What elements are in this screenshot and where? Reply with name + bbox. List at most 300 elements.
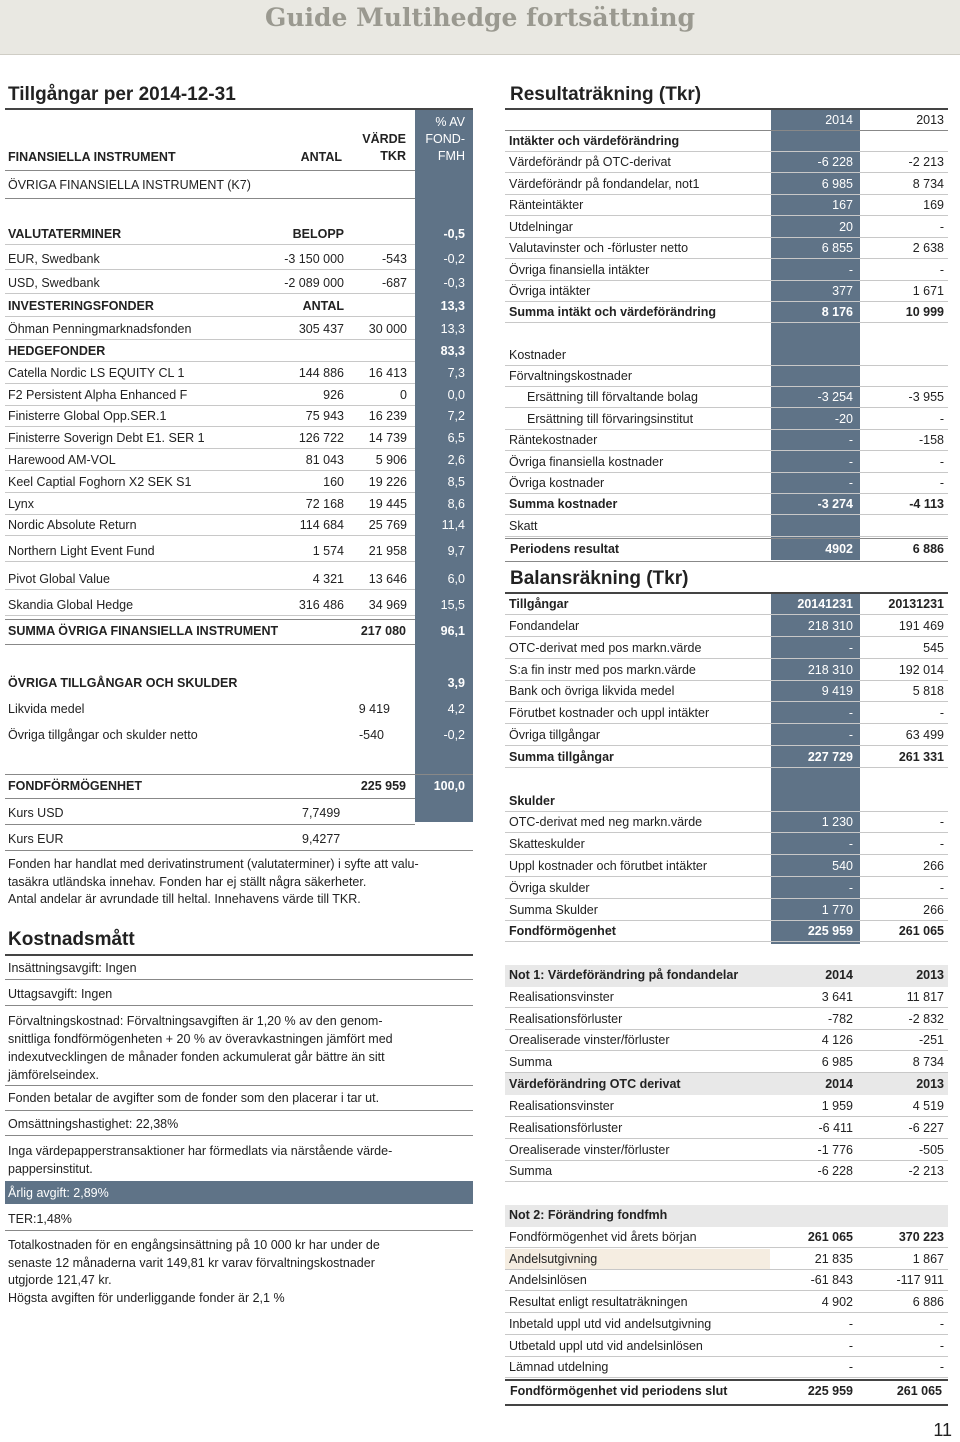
row-value-2013: 11 817 — [906, 990, 944, 1004]
row-value-2014: - — [848, 1360, 853, 1374]
row-value-2014: 8 176 — [821, 305, 853, 319]
holding-antal: BELOPP — [292, 227, 344, 241]
row-value-2013: 266 — [923, 903, 944, 917]
row-value-2014: - — [848, 837, 853, 851]
row-rule — [505, 172, 948, 173]
row-value-2013: 266 — [923, 859, 944, 873]
rr-year-2014: 2014 — [825, 113, 853, 127]
pct-header-line: FOND- — [425, 132, 465, 146]
row-label: Förutbet kostnader och uppl intäkter — [509, 706, 710, 720]
holding-value: 21 958 — [368, 544, 407, 558]
holdings-title-rule — [5, 108, 473, 110]
uttagsavgift: Uttagsavgift: Ingen — [8, 987, 113, 1001]
row-value-2013: -4 113 — [909, 497, 944, 511]
row-label: Värdeförändr på OTC-derivat — [509, 155, 671, 169]
holding-antal: 926 — [323, 388, 344, 402]
not1-year-2014: 2014 — [825, 968, 853, 982]
row-label: Summa — [509, 1055, 553, 1069]
row-rule — [505, 832, 948, 833]
row-rule — [505, 920, 948, 921]
row-value-2014: 261 065 — [807, 1230, 853, 1244]
row-value-2013: -2 832 — [908, 1012, 944, 1026]
row-label: Andelsutgivning — [509, 1252, 598, 1266]
holding-value: -687 — [381, 276, 407, 290]
holding-pct: 6,0 — [447, 572, 465, 586]
row-value-2014: -1 776 — [817, 1143, 853, 1157]
row-value-2013: -251 — [918, 1033, 944, 1047]
row-rule — [505, 854, 948, 855]
holdings-title: Tillgångar per 2014-12-31 — [8, 84, 236, 105]
holding-name: Northern Light Event Fund — [8, 544, 155, 558]
arlig-avgift: Årlig avgift: 2,89% — [8, 1186, 109, 1200]
row-value-2014: - — [848, 476, 853, 490]
row-rule — [505, 365, 948, 366]
row-rule — [5, 339, 415, 340]
row-value-2013: 169 — [923, 198, 944, 212]
holding-name: F2 Persistent Alpha Enhanced F — [8, 388, 188, 402]
row-rule — [505, 386, 948, 387]
row-label: Realisationsförluster — [509, 1012, 623, 1026]
row-rule — [505, 407, 948, 408]
rr-rule — [505, 538, 948, 539]
row-rule — [505, 1160, 948, 1161]
holding-pct: 9,7 — [447, 544, 465, 558]
holding-value: 19 445 — [368, 497, 407, 511]
row-value-2014: 6 855 — [821, 241, 853, 255]
periodens-resultat-2014: 4902 — [825, 542, 853, 556]
balansrakning-title: Balansräkning (Tkr) — [510, 568, 689, 589]
row-value-2014: 227 729 — [807, 750, 853, 764]
row-rule — [505, 301, 948, 302]
row-rule — [505, 536, 948, 537]
holding-value: 30 000 — [368, 322, 407, 336]
row-value-2013: 261 331 — [898, 750, 944, 764]
likvida-pct: 4,2 — [447, 702, 465, 716]
row-value-2013: -3 955 — [908, 390, 944, 404]
kurs-usd-value: 7,7499 — [302, 806, 341, 820]
row-rule — [505, 658, 948, 659]
row-label: Summa intäkt och värdeförändring — [509, 305, 716, 319]
row-label: Utbetald uppl utd vid andelsinlösen — [509, 1339, 703, 1353]
antal-column-header: ANTAL — [300, 150, 342, 164]
forv-line: jämförelseindex. — [8, 1068, 100, 1082]
row-label: Övriga tillgångar — [509, 728, 601, 742]
periodens-resultat-label: Periodens resultat — [510, 542, 620, 556]
otc-year-2013: 2013 — [916, 1077, 944, 1091]
holding-antal: 305 437 — [298, 322, 344, 336]
row-rule — [505, 1312, 948, 1313]
row-value-2014: 4 902 — [821, 1295, 853, 1309]
periodens-resultat-2013: 6 886 — [912, 542, 944, 556]
row-label: Summa Skulder — [509, 903, 598, 917]
row-value-2014: - — [848, 641, 853, 655]
row-label: Värdeförändr på fondandelar, not1 — [509, 177, 700, 191]
row-value-2013: - — [939, 881, 944, 895]
row-rule — [505, 258, 948, 259]
value-column-header — [340, 131, 406, 165]
row-rule — [505, 1116, 948, 1117]
row-label: Skulder — [509, 794, 555, 808]
row-label: Räntekostnader — [509, 433, 598, 447]
forvaltningskostnad — [8, 1012, 393, 1084]
row-value-2013: - — [939, 1339, 944, 1353]
row-label: Fondförmögenhet — [509, 924, 616, 938]
rr-year-2013: 2013 — [916, 113, 944, 127]
row-value-2014: - — [848, 1317, 853, 1331]
inga-transaktioner — [8, 1142, 392, 1178]
row-value-2014: - — [848, 455, 853, 469]
rr-rule-bottom — [505, 561, 948, 562]
row-rule — [505, 1029, 948, 1030]
insattningsavgift: Insättningsavgift: Ingen — [8, 961, 137, 975]
value-header-line: TKR — [380, 149, 406, 163]
holding-pct: -0,3 — [443, 276, 465, 290]
holding-value: 16 413 — [368, 366, 407, 380]
holding-pct: 8,6 — [447, 497, 465, 511]
row-label: Uppl kostnader och förutbet intäkter — [509, 859, 708, 873]
holding-antal: 1 574 — [312, 544, 344, 558]
fondformogenhet-label: FONDFÖRMÖGENHET — [8, 779, 143, 793]
row-rule — [505, 151, 948, 152]
instrument-column-header: FINANSIELLA INSTRUMENT — [8, 150, 176, 164]
row-label: Lämnad utdelning — [509, 1360, 609, 1374]
row-rule — [505, 1334, 948, 1335]
forv-line: snittliga fondförmögenheten + 20 % av överavkastningen jämfört med — [8, 1032, 393, 1046]
row-rule — [5, 244, 415, 245]
row-value-2013: 63 499 — [905, 728, 944, 742]
row-rule — [5, 535, 415, 536]
row-label: Fondförmögenhet vid årets början — [509, 1230, 697, 1244]
summa-pct: 96,1 — [440, 624, 465, 638]
row-value-2013: - — [939, 1317, 944, 1331]
kost-rule — [5, 979, 473, 980]
ovriga-tillgangar-pct: 3,9 — [447, 676, 465, 690]
not2-end-rule — [505, 1379, 948, 1381]
rr-header-rule — [505, 130, 948, 131]
kurs-eur-label: Kurs EUR — [8, 832, 64, 846]
row-label: Orealiserade vinster/förluster — [509, 1143, 670, 1157]
row-rule — [505, 614, 948, 615]
holding-antal: -3 150 000 — [284, 252, 344, 266]
ovriga-netto-value: -540 — [358, 728, 384, 742]
row-value-2014: 225 959 — [807, 924, 853, 938]
row-label: Orealiserade vinster/förluster — [509, 1033, 670, 1047]
holding-pct: 11,4 — [441, 518, 465, 532]
row-value-2013: 192 014 — [898, 663, 944, 677]
kost-rule — [5, 1085, 473, 1086]
holding-name: Catella Nordic LS EQUITY CL 1 — [8, 366, 185, 380]
inga-line: Inga värdepapperstransaktioner har förmedlats via närstående värde- — [8, 1144, 393, 1158]
row-value-2013: -505 — [918, 1143, 944, 1157]
row-label: Ersättning till förvaringsinstitut — [527, 412, 694, 426]
row-value-2014: 218 310 — [807, 619, 853, 633]
row-label: Ränteintäkter — [509, 198, 584, 212]
row-rule — [505, 322, 948, 323]
row-value-2014: -782 — [827, 1012, 853, 1026]
row-rule — [505, 1181, 948, 1182]
row-rule — [505, 215, 948, 216]
holding-name: HEDGEFONDER — [8, 344, 106, 358]
pct-header-line: FMH — [437, 149, 465, 163]
row-label: Summa kostnader — [509, 497, 618, 511]
row-value-2013: -6 227 — [908, 1121, 944, 1135]
derivative-note — [8, 856, 419, 909]
holding-value: 19 226 — [368, 475, 407, 489]
row-rule — [505, 1247, 948, 1248]
row-label: Utdelningar — [509, 220, 573, 234]
row-value-2014: -6 411 — [818, 1121, 853, 1135]
row-rule — [5, 615, 415, 616]
row-value-2013: 8 734 — [912, 177, 944, 191]
row-rule — [505, 745, 948, 746]
holding-name: Öhman Penningmarknadsfonden — [8, 322, 192, 336]
row-label: Realisationsförluster — [509, 1121, 623, 1135]
kost-rule — [5, 1230, 473, 1231]
row-rule — [505, 450, 948, 451]
holding-antal: 160 — [323, 475, 344, 489]
row-label: Realisationsvinster — [509, 990, 614, 1004]
row-value-2013: -2 213 — [908, 155, 944, 169]
row-rule — [505, 1050, 948, 1051]
row-rule — [5, 589, 415, 590]
row-rule — [5, 561, 415, 562]
holding-antal: 316 486 — [298, 598, 344, 612]
value-header-line: VÄRDE — [362, 132, 406, 146]
row-rule — [5, 316, 415, 317]
row-value-2013: - — [939, 837, 944, 851]
row-label: Ersättning till förvaltande bolag — [527, 390, 698, 404]
holding-name: Finisterre Global Opp.SER.1 — [8, 409, 167, 423]
row-value-2014: - — [848, 728, 853, 742]
row-value-2013: - — [939, 1360, 944, 1374]
row-value-2013: 1 671 — [912, 284, 944, 298]
totalkostnad — [8, 1237, 380, 1307]
kost-rule — [5, 1135, 473, 1136]
page-number: 11 — [933, 1420, 952, 1440]
holding-antal: 72 168 — [305, 497, 344, 511]
not1-year-2013: 2013 — [916, 968, 944, 982]
holding-name: Keel Captial Foghorn X2 SEK S1 — [8, 475, 192, 489]
k7-rule — [5, 198, 415, 199]
row-value-2013: 370 223 — [898, 1230, 944, 1244]
row-value-2013: - — [939, 815, 944, 829]
row-value-2014: -6 228 — [817, 155, 853, 169]
row-rule — [505, 493, 948, 494]
holding-name: VALUTATERMINER — [8, 227, 122, 241]
holding-pct: 7,3 — [447, 366, 465, 380]
row-value-2013: - — [939, 476, 944, 490]
holding-name: Pivot Global Value — [8, 572, 110, 586]
row-value-2013: 4 519 — [912, 1099, 944, 1113]
kost-rule — [5, 1005, 473, 1006]
row-label: Fondandelar — [509, 619, 580, 633]
not2-title: Not 2: Förändring fondfmh — [509, 1208, 668, 1222]
holding-antal: 114 684 — [299, 518, 344, 532]
holding-value: 16 239 — [368, 409, 407, 423]
row-value-2013: 2 638 — [912, 241, 944, 255]
row-rule — [505, 514, 948, 515]
row-value-2013: 6 886 — [912, 1295, 944, 1309]
holding-name: Harewood AM-VOL — [8, 453, 116, 467]
page-header-band — [0, 0, 960, 55]
row-label: Skatteskulder — [509, 837, 585, 851]
row-label: OTC-derivat med neg markn.värde — [509, 815, 703, 829]
ovriga-netto-pct: -0,2 — [443, 728, 465, 742]
n2-end-2013: 261 065 — [896, 1384, 942, 1398]
row-value-2014: - — [848, 263, 853, 277]
fond-rule-bottom — [5, 798, 415, 799]
kurs-usd-label: Kurs USD — [8, 806, 64, 820]
row-value-2013: 8 734 — [912, 1055, 944, 1069]
kostnadsmatt-rule — [5, 954, 473, 956]
holding-value: 25 769 — [368, 518, 407, 532]
pct-header-line: % AV — [435, 115, 465, 129]
row-rule — [505, 1269, 948, 1270]
holding-antal: ANTAL — [302, 299, 344, 313]
row-value-2013: 545 — [923, 641, 944, 655]
row-value-2014: -3 254 — [817, 390, 853, 404]
fondformogenhet-value: 225 959 — [360, 779, 406, 793]
likvida-label: Likvida medel — [8, 702, 85, 716]
row-label: Andelsinlösen — [509, 1273, 587, 1287]
row-rule — [505, 941, 948, 942]
row-value-2014: - — [848, 1339, 853, 1353]
row-value-2014: - — [848, 706, 853, 720]
row-label: Tillgångar — [509, 597, 569, 611]
likvida-value: 9 419 — [358, 702, 390, 716]
row-rule — [505, 898, 948, 899]
page-header-title: Guide Multihedge fortsättning — [264, 3, 695, 32]
row-rule — [505, 680, 948, 681]
holding-value: 34 969 — [368, 598, 407, 612]
row-rule — [505, 876, 948, 877]
note-line: Fonden har handlat med derivatinstrument (valutaterminer) i syfte att valu- — [8, 857, 419, 871]
row-label: Övriga intäkter — [509, 284, 591, 298]
row-value-2014: 1 959 — [821, 1099, 853, 1113]
row-rule — [5, 492, 415, 493]
row-value-2014: 377 — [832, 284, 853, 298]
n2-end-2014: 225 959 — [807, 1384, 853, 1398]
holding-antal: 4 321 — [312, 572, 344, 586]
row-label: Realisationsvinster — [509, 1099, 614, 1113]
row-rule — [5, 514, 415, 515]
br-title-rule — [505, 592, 948, 594]
row-label: Summa — [509, 1164, 553, 1178]
total-line: utgjorde 121,47 kr. — [8, 1273, 112, 1287]
row-rule — [505, 237, 948, 238]
row-label: Skatt — [509, 519, 538, 533]
row-rule — [505, 767, 948, 768]
row-rule — [505, 1007, 948, 1008]
row-label: Övriga skulder — [509, 881, 590, 895]
omsattningshastighet: Omsättningshastighet: 22,38% — [8, 1117, 179, 1131]
holding-pct: -0,2 — [443, 252, 465, 266]
holding-value: 0 — [400, 388, 407, 402]
total-line: Totalkostnaden för en engångsinsättning på 10 000 kr har under de — [8, 1238, 380, 1252]
row-rule — [5, 448, 415, 449]
summa-label: SUMMA ÖVRIGA FINANSIELLA INSTRUMENT — [8, 624, 279, 638]
not1-title: Not 1: Värdeförändring på fondandelar — [509, 968, 739, 982]
holding-pct: 0,0 — [447, 388, 465, 402]
summa-value: 217 080 — [360, 624, 406, 638]
ovriga-netto-label: Övriga tillgångar och skulder netto — [8, 728, 198, 742]
holding-pct: -0,5 — [443, 227, 465, 241]
kurs-eur-value: 9,4277 — [302, 832, 341, 846]
row-value-2013: 261 065 — [898, 924, 944, 938]
row-value-2014: - — [848, 881, 853, 895]
forv-line: Förvaltningskostnad: Förvaltningsavgiften är 1,20 % av den genom- — [8, 1014, 383, 1028]
row-rule — [505, 1377, 948, 1378]
holding-antal: 75 943 — [305, 409, 344, 423]
row-value-2014: -20 — [834, 412, 853, 426]
otc-year-2014: 2014 — [825, 1077, 853, 1091]
holding-name: Lynx — [8, 497, 34, 511]
hogsta-avgift: Högsta avgiften för underliggande fonder är 2,1 % — [8, 1290, 285, 1305]
row-label: Intäkter och värdeförändring — [509, 134, 680, 148]
summa-rule — [5, 619, 415, 620]
row-label: Resultat enligt resultaträkningen — [509, 1295, 688, 1309]
row-value-2013: - — [939, 263, 944, 277]
holding-antal: -2 089 000 — [284, 276, 344, 290]
row-label: Övriga finansiella intäkter — [509, 263, 650, 277]
holding-value: 13 646 — [368, 572, 407, 586]
row-label: Kostnader — [509, 348, 566, 362]
summa-rule-bottom — [5, 644, 415, 645]
holding-value: 14 739 — [368, 431, 407, 445]
row-value-2013: 10 999 — [905, 305, 944, 319]
holding-antal: 126 722 — [298, 431, 344, 445]
row-value-2014: 1 230 — [821, 815, 853, 829]
row-value-2013: 191 469 — [898, 619, 944, 633]
holding-value: -543 — [381, 252, 407, 266]
row-rule — [5, 269, 415, 270]
row-rule — [5, 383, 415, 384]
row-value-2013: - — [939, 412, 944, 426]
row-value-2014: 6 985 — [821, 1055, 853, 1069]
holding-name: Skandia Global Hedge — [8, 598, 134, 612]
row-value-2014: 167 — [832, 198, 853, 212]
row-value-2014: 21 835 — [814, 1252, 853, 1266]
row-value-2014: 9 419 — [821, 684, 853, 698]
holding-pct: 8,5 — [447, 475, 465, 489]
row-value-2013: -2 213 — [908, 1164, 944, 1178]
fond-rule — [5, 774, 473, 775]
row-rule — [505, 636, 948, 637]
holding-pct: 7,2 — [447, 409, 465, 423]
row-rule — [505, 811, 948, 812]
kostnadsmatt-title: Kostnadsmått — [8, 929, 135, 950]
row-value-2013: - — [939, 706, 944, 720]
holding-pct: 15,5 — [440, 598, 465, 612]
row-label: Bank och övriga likvida medel — [509, 684, 675, 698]
otc-title: Värdeförändring OTC derivat — [509, 1077, 681, 1091]
row-rule — [505, 1290, 948, 1291]
note-line: Antal andelar är avrundade till heltal. Innehavens värde till TKR. — [8, 892, 361, 906]
holding-name: INVESTERINGSFONDER — [8, 299, 154, 313]
row-label: OTC-derivat med pos markn.värde — [509, 641, 702, 655]
row-rule — [5, 405, 415, 406]
row-value-2014: 1 770 — [821, 903, 853, 917]
row-label: S:a fin instr med pos markn.värde — [509, 663, 696, 677]
row-label: Valutavinster och -förluster netto — [509, 241, 689, 255]
holding-pct: 2,6 — [447, 453, 465, 467]
row-rule — [505, 1356, 948, 1357]
row-value-2013: 20131231 — [888, 597, 944, 611]
holding-pct: 83,3 — [440, 344, 465, 358]
holding-pct: 13,3 — [440, 322, 465, 336]
header-rule — [5, 170, 415, 171]
row-label: Övriga finansiella kostnader — [509, 455, 664, 469]
